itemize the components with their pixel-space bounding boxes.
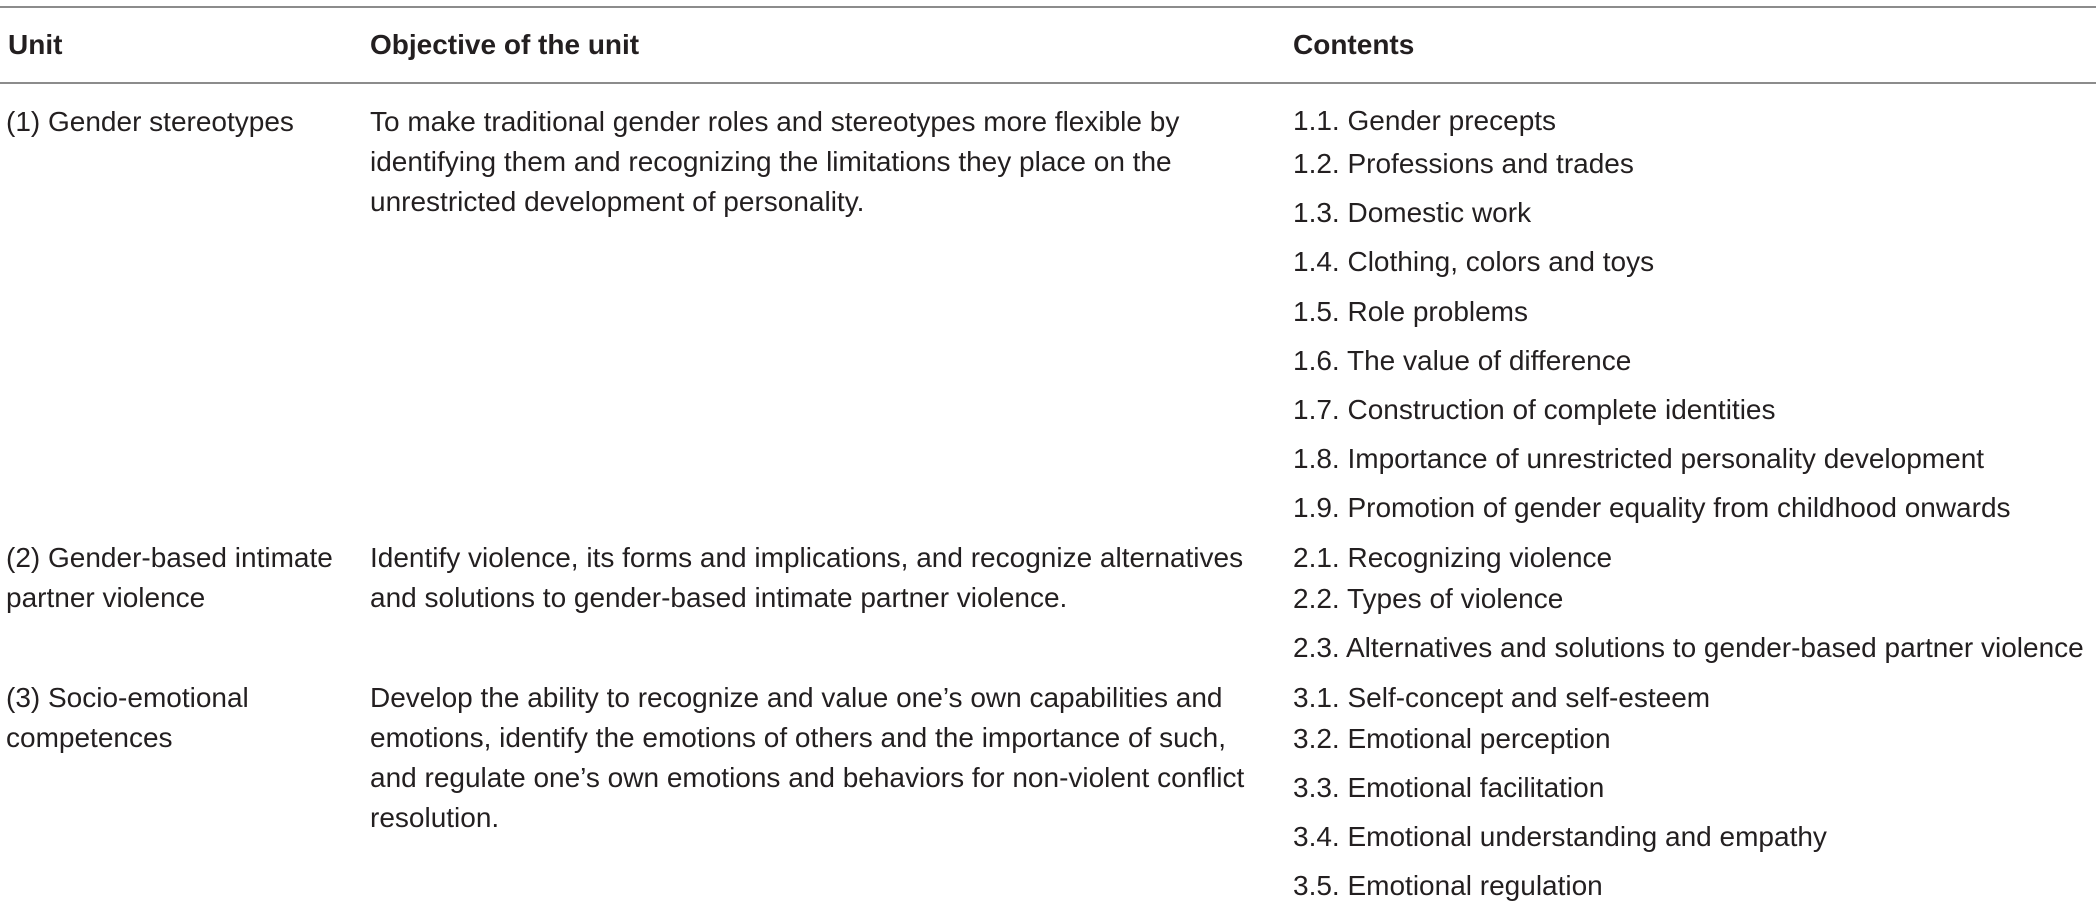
content-item: 1.1. Gender precepts	[1293, 105, 1557, 136]
table-header-rule	[0, 82, 2096, 84]
row-1-objective: To make traditional gender roles and stereotypes more flexible by identifying them and recognizing the limitations they place on the unrestricted development of personality.	[370, 106, 1180, 217]
content-item: 3.1. Self-concept and self-esteem	[1293, 682, 1711, 713]
header-unit: Unit	[8, 29, 63, 60]
row-2-objective: Identify violence, its forms and implications, and recognize alternatives and solutions to gender-based intimate partner violence.	[370, 542, 1244, 613]
content-item: 3.4. Emotional understanding and empathy	[1293, 821, 1827, 852]
content-item: 2.2. Types of violence	[1293, 583, 1564, 614]
content-item: 1.2. Professions and trades	[1293, 148, 1634, 179]
header-objective: Objective of the unit	[370, 29, 640, 60]
content-item: 1.4. Clothing, colors and toys	[1293, 246, 1655, 277]
content-item: 3.2. Emotional perception	[1293, 723, 1611, 754]
content-item: 1.9. Promotion of gender equality from childhood onwards	[1293, 492, 2011, 523]
row-3-unit: (3) Socio-emotional competences	[6, 682, 249, 753]
content-item: 1.8. Importance of unrestricted personality development	[1293, 443, 1985, 474]
content-item: 3.5. Emotional regulation	[1293, 870, 1603, 901]
content-item: 1.6. The value of difference	[1293, 345, 1632, 376]
content-item: 1.3. Domestic work	[1293, 197, 1532, 228]
row-1-unit: (1) Gender stereotypes	[6, 106, 294, 137]
header-contents: Contents	[1293, 29, 1415, 60]
content-item: 1.5. Role problems	[1293, 296, 1529, 327]
content-item: 1.7. Construction of complete identities	[1293, 394, 1776, 425]
row-3-objective: Develop the ability to recognize and value one’s own capabilities and emotions, identify the emotions of others and the importance of such, and regulate one’s own emotions and behaviors for non-violent conflict resolution.	[370, 682, 1245, 833]
content-item: 2.3. Alternatives and solutions to gender-based partner violence	[1293, 632, 2084, 663]
row-2-unit: (2) Gender-based intimate partner violence	[6, 542, 333, 613]
content-item: 2.1. Recognizing violence	[1293, 542, 1613, 573]
table-top-rule	[0, 6, 2096, 8]
content-item: 3.3. Emotional facilitation	[1293, 772, 1605, 803]
